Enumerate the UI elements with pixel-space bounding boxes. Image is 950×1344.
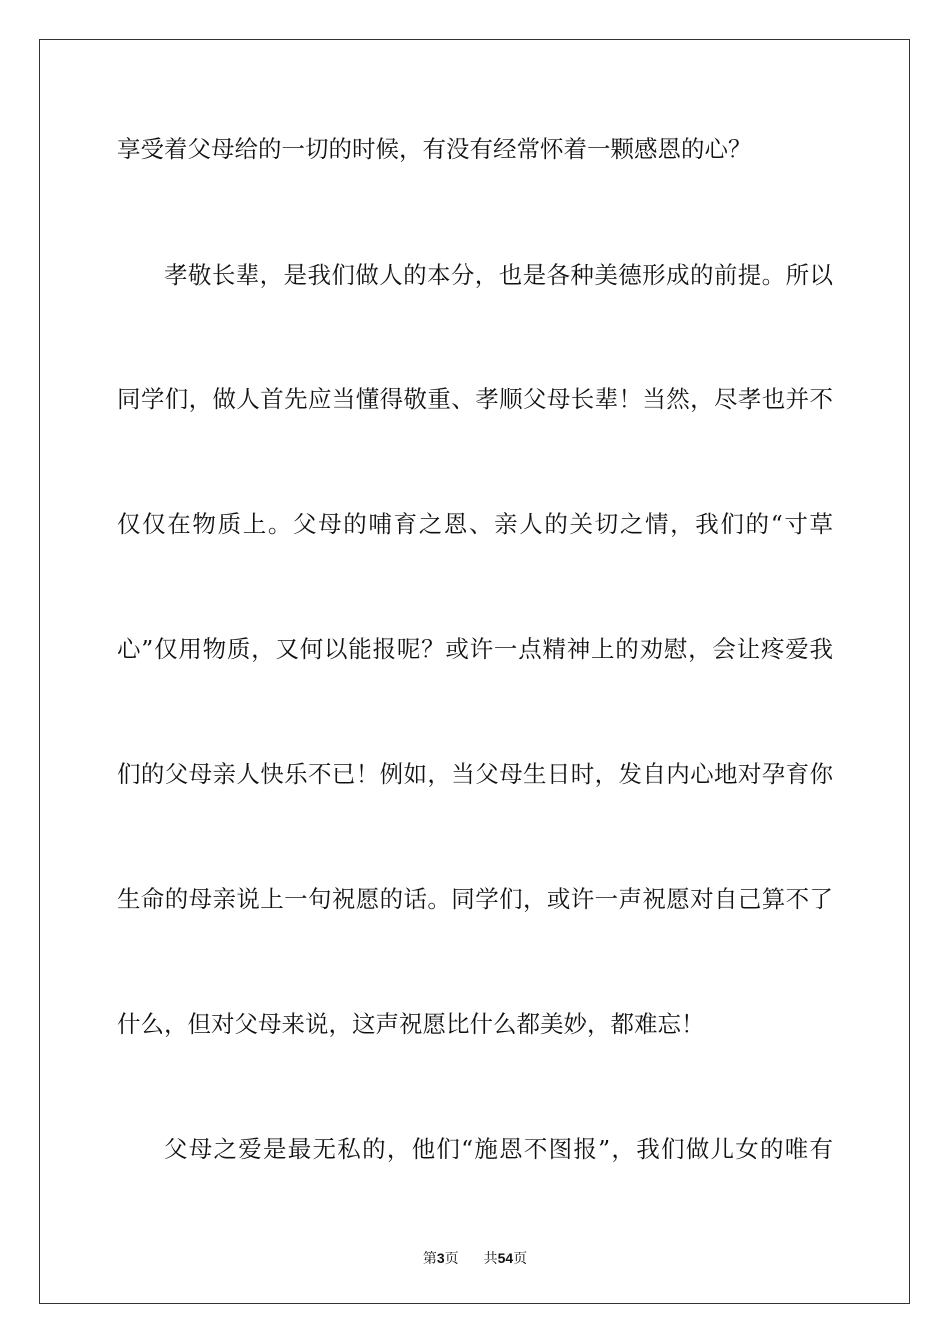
total-pages: 54	[497, 1250, 514, 1266]
text-line: 什么，但对父母来说，这声祝愿比什么都美妙，都难忘！	[117, 1010, 705, 1038]
paragraph-first-line: 孝敬长辈，是我们做人的本分，也是各种美德形成的前提。所以	[164, 261, 833, 289]
total-suffix: 页	[513, 1251, 528, 1267]
page-total	[484, 1248, 528, 1269]
text-line: 生命的母亲说上一句祝愿的话。同学们，或许一声祝愿对自己算不了	[117, 885, 833, 913]
text-line: 心”仅用物质，又何以能报呢？或许一点精神上的劝慰，会让疼爱我	[117, 635, 833, 663]
page-footer	[0, 1248, 950, 1269]
current-page: 3	[436, 1250, 445, 1266]
page-suffix: 页	[444, 1251, 459, 1267]
text-line: 仅仅在物质上。父母的哺育之恩、亲人的关切之情，我们的“寸草	[117, 510, 833, 538]
text-line: 享受着父母给的一切的时候，有没有经常怀着一颗感恩的心？	[117, 135, 752, 163]
text-line: 同学们，做人首先应当懂得敬重、孝顺父母长辈！当然，尽孝也并不	[117, 385, 833, 413]
total-prefix: 共	[483, 1251, 498, 1267]
text-line: 们的父母亲人快乐不已！例如，当父母生日时，发自内心地对孕育你	[117, 760, 833, 788]
page-prefix: 第	[422, 1251, 437, 1267]
page-border	[39, 39, 910, 1304]
paragraph-first-line: 父母之爱是最无私的，他们“施恩不图报”，我们做儿女的唯有	[164, 1135, 833, 1163]
page-number	[423, 1248, 459, 1269]
